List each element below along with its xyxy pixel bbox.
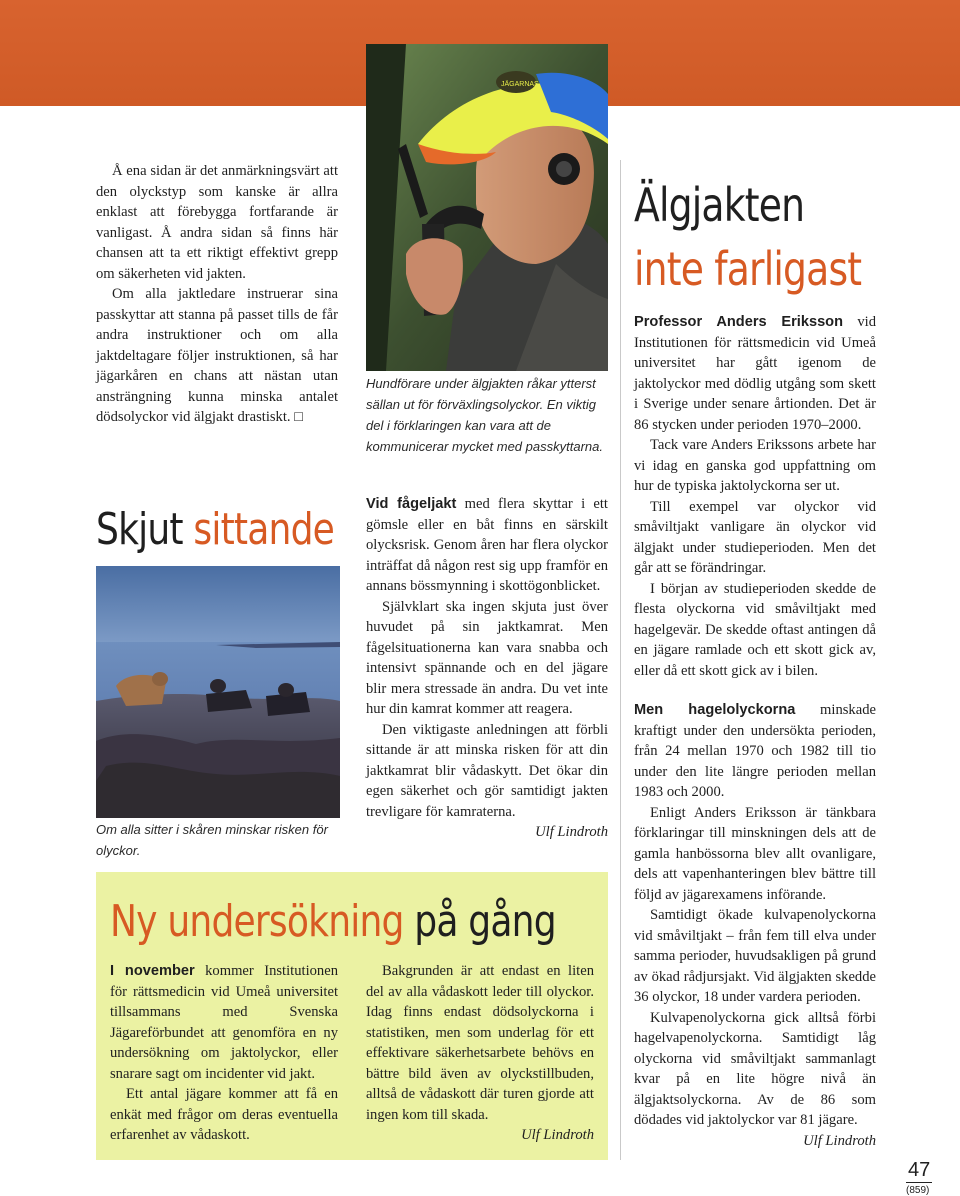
body-paragraph: Bakgrunden är att endast en liten del av alla vådaskott leder till olyckor. Idag finns endast dödsolyckorna i statistiken, men som underlag för ett effektivare säkerhetsarbete behövs en bättre bild även av olyckstillbuden, alltså de vådaskott där turen gjorde att ingen kom till skada.: [366, 963, 594, 1123]
body-paragraph: Men hagelolyckorna minskade kraftigt under den undersökta perioden, från 24 mellan 1970 och 1982 till tio under den lite längre perioden mellan 1983 och 2000.: [634, 702, 876, 800]
body-paragraph: Vid fågeljakt med flera skyttar i ett gömsle eller en båt finns en särskilt olycksrisk. Genom åren har flera olyckor inträffat då någon rest sig upp framför en annans bössmynning i skottögonblicket.: [366, 496, 608, 594]
body-paragraph: Självklart ska ingen skjuta just över huvudet på sin jaktkamrat. Men fågelsituationerna kan vara snabba och intensivt spännande och en del jägare blir mera stressade än andra. Du vet inte hur din kamrat kommer att reagera.: [366, 598, 608, 717]
page-number: 47: [908, 1159, 931, 1181]
column-divider: [620, 160, 621, 1160]
body-paragraph: Samtidigt ökade kulvapenolyckorna vid småviltjakt – från fem till elva under samma perioder, huvudsakligen på grund av ökad rådjursjakt. Vid älgjakten skedde 36 olyckor, 18 under vardera perioden.: [634, 907, 876, 1005]
lead-in-text: Professor Anders Eriksson: [634, 314, 844, 330]
left-column: [96, 161, 338, 428]
caption-text: Om alla sitter i skåren minskar risken för olyckor.: [96, 822, 328, 858]
author-signature: Ulf Lindroth: [521, 1127, 594, 1143]
hunter-with-radio-photo: [366, 44, 608, 371]
box-title: [110, 896, 556, 948]
page-code: (859): [906, 1185, 930, 1196]
box-column-left: [110, 961, 338, 1146]
author-signature: Ulf Lindroth: [535, 824, 608, 840]
body-paragraph: Till exempel var olyckor vid småviltjakt vanligare än olyckor vid älgjakt under studieperioden. Men det går att se förändringar.: [634, 498, 876, 576]
heading-word-skjut: Skjut: [96, 504, 183, 555]
article-title: [634, 178, 861, 296]
title-line-1: Älgjakten: [634, 178, 805, 232]
right-column: [634, 312, 876, 1151]
body-paragraph: Enligt Anders Eriksson är tänkbara förklaringar till minskningen dels att de gamla hanbössorna blev allt ovanligare, dels att vapenhanteringen blev bättre till följd av jägarexamens införande.: [634, 804, 876, 903]
hunter-photo-caption: [366, 373, 608, 457]
lead-in-text: Vid fågeljakt: [366, 496, 457, 512]
title-line-2: inte farligast: [634, 242, 862, 296]
box-title-part-2: på gång: [414, 896, 556, 947]
section-heading-skjut-sittande: [96, 504, 334, 556]
intro-paragraph: Å ena sidan är det anmärkningsvärt att den olyckstyp som kanske är allra enklast att förebygga fortfarande är vanligast. Å andra sidan så finns här chansen att ta ett riktigt effektivt grepp om säkerheten vid jakten.: [96, 163, 338, 282]
box-column-right: [366, 961, 594, 1146]
author-signature: Ulf Lindroth: [803, 1132, 876, 1149]
body-paragraph: Om alla jaktledare instruerar sina passkyttar att stanna på passet tills de får andra instruktioner och om alla jaktdeltagare följer instruktionen, så har jägarkåren en chans att nästan utan ansträngning kunna minska antalet dödsolyckor vid älgjakt drastiskt. □: [96, 286, 338, 425]
box-title-part-1: Ny undersökning: [110, 896, 404, 947]
body-paragraph: Den viktigaste anledningen att förbli sittande är att minska risken för att din jaktkamrat blir vådaskytt. Det ökar din egen säkerhet och gör samtidigt jakten trevligare för kamraterna.: [366, 721, 608, 820]
lead-in-text: I november: [110, 963, 195, 979]
body-paragraph: Professor Anders Eriksson vid Institutionen för rättsmedicin vid Umeå universitet har gått igenom de jaktolyckor med dödlig utgång som skett i Sverige under senare årtionden. Det är 86 stycken under perioden 1970–2000.: [634, 314, 877, 433]
middle-column: [366, 494, 608, 843]
body-paragraph: Kulvapenolyckorna gick alltså förbi hagelvapenolyckorna. Samtidigt låg olyckorna vid småviltjakt sammanlagt kvar på en lite högre nivå än älgjaktsolyckorna. Av de 86 som dödades vid jaktolyckor var 81 jägare.: [634, 1009, 876, 1128]
lake-shore-photo: [96, 566, 340, 818]
body-paragraph: Ett antal jägare kommer att få en enkät med frågor om deras eventuella erfarenhet av vådaskott.: [110, 1086, 338, 1143]
body-paragraph: Tack vare Anders Erikssons arbete har vi idag en ganska god uppfattning om hur de typiska jaktolyckorna ser ut.: [634, 437, 876, 494]
body-paragraph: I november kommer Institutionen för rättsmedicin vid Umeå universitet tillsammans med Svenska Jägareförbundet att genomföra en ny undersökning om jaktolyckor, eller snarare sagt om incidenter vid jakt.: [110, 963, 338, 1082]
heading-word-sittande: sittande: [193, 504, 335, 555]
caption-text: Hundförare under älgjakten råkar ytterst sällan ut för förväxlingsolyckor. En viktig del i förklaringen kan vara att de kommunicerar mycket med passkyttarna.: [366, 376, 603, 454]
cap-logo-text: JÄGARNAS: [501, 81, 539, 88]
body-paragraph: I början av studieperioden skedde de flesta olyckorna vid småviltjakt med hagelgevär. De skedde oftast antingen då en jägare ramlade och ett skott gick av, eller då ett skott gick av i bilen.: [634, 580, 876, 679]
lead-in-text: Men hagelolyckorna: [634, 702, 796, 718]
lake-photo-caption: [96, 819, 336, 861]
page-number-block: [906, 1160, 932, 1196]
